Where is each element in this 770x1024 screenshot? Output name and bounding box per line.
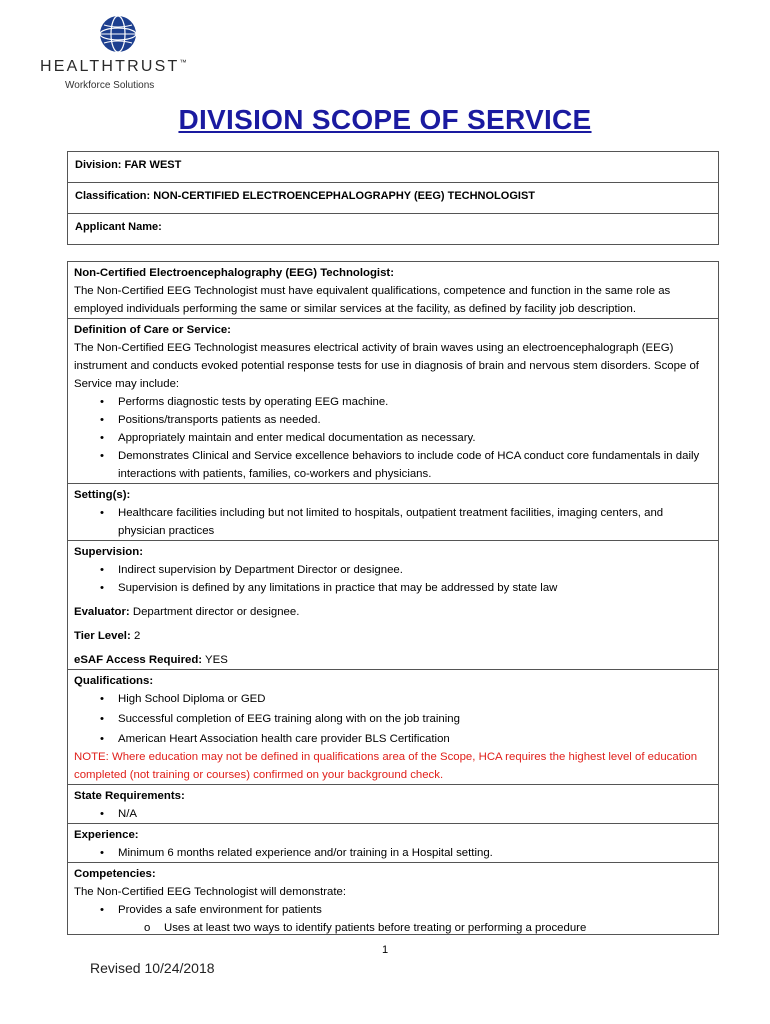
list-item: • Healthcare facilities including but not limited to hospitals, outpatient treatment facilities, imaging centers, and physician practices xyxy=(74,504,712,540)
competencies-text: The Non-Certified EEG Technologist will demonstrate: xyxy=(74,886,347,898)
competencies-section xyxy=(68,863,718,935)
role-text: The Non-Certified EEG Technologist must have equivalent qualifications, competence and function in the same role as employed individuals performing the same or similar services at the facility, as defined by facility job description. xyxy=(74,285,671,315)
settings-section xyxy=(68,484,718,541)
role-heading: Non-Certified Electroencephalography (EEG) Technologist: xyxy=(74,267,395,279)
list-item: • Indirect supervision by Department Director or designee. xyxy=(74,561,712,579)
evaluator-value: Department director or designee. xyxy=(129,606,300,618)
list-item: • Performs diagnostic tests by operating EEG machine. xyxy=(74,393,712,411)
qualifications-heading: Qualifications: xyxy=(74,675,154,687)
brand-subtitle: Workforce Solutions xyxy=(65,80,155,91)
supervision-section xyxy=(68,541,718,670)
evaluator-row xyxy=(74,603,712,621)
header-table xyxy=(67,151,719,245)
sub-list-item: o Uses at least two ways to identify patients before treating or performing a procedure xyxy=(74,919,712,935)
supervision-list xyxy=(74,561,712,597)
list-item: • Supervision is defined by any limitations in practice that may be addressed by state law xyxy=(74,579,712,597)
tier-row xyxy=(74,627,712,645)
evaluator-label: Evaluator: xyxy=(74,606,130,618)
esaf-label: eSAF Access Required: xyxy=(74,654,203,666)
brand-name: HEALTHTRUST™ xyxy=(40,58,189,75)
settings-heading: Setting(s): xyxy=(74,489,131,501)
competencies-heading: Competencies: xyxy=(74,868,156,880)
list-item: • Minimum 6 months related experience and/or training in a Hospital setting. xyxy=(74,844,712,862)
page-number: 1 xyxy=(381,944,389,956)
list-item: • High School Diploma or GED xyxy=(74,690,712,708)
state-requirements-heading: State Requirements: xyxy=(74,790,185,802)
applicant-name-row: Applicant Name: xyxy=(75,221,162,233)
competencies-list xyxy=(74,901,712,935)
list-item: • Positions/transports patients as needed. xyxy=(74,411,712,429)
tier-value: 2 xyxy=(130,630,141,642)
list-item: • Appropriately maintain and enter medical documentation as necessary. xyxy=(74,429,712,447)
esaf-row xyxy=(74,651,712,669)
definition-section xyxy=(68,319,718,484)
education-note: NOTE: Where education may not be defined in qualifications area of the Scope, HCA requires the highest level of education completed (not training or courses) confirmed on your background check. xyxy=(74,751,698,781)
experience-section xyxy=(68,824,718,863)
list-item: • American Heart Association health care provider BLS Certification xyxy=(74,730,712,748)
globe-icon xyxy=(98,14,138,54)
qualifications-section xyxy=(68,670,718,785)
list-item: • Successful completion of EEG training along with on the job training xyxy=(74,710,712,728)
settings-list xyxy=(74,504,712,540)
experience-list xyxy=(74,844,712,862)
list-item: • Demonstrates Clinical and Service excellence behaviors to include code of HCA conduct core fundamentals in daily interactions with patients, families, co-workers and physicians. xyxy=(74,447,712,483)
tier-label: Tier Level: xyxy=(74,630,131,642)
definition-list xyxy=(74,393,712,483)
page-title: DIVISION SCOPE OF SERVICE xyxy=(178,104,592,135)
definition-text: The Non-Certified EEG Technologist measures electrical activity of brain waves using an electroencephalograph (EEG) instrument and conducts evoked potential response tests for use in diagnosis of brain and nervous stem disorders. Scope of Service may include: xyxy=(74,342,699,390)
role-section xyxy=(68,262,718,319)
definition-heading: Definition of Care or Service: xyxy=(74,324,231,336)
list-item: • N/A xyxy=(74,805,712,823)
revised-date: Revised 10/24/2018 xyxy=(90,960,215,976)
division-row: Division: FAR WEST xyxy=(68,152,718,183)
experience-heading: Experience: xyxy=(74,829,139,841)
list-item: • Provides a safe environment for patients xyxy=(74,901,712,919)
scope-table xyxy=(67,261,719,935)
qualifications-list xyxy=(74,690,712,748)
supervision-heading: Supervision: xyxy=(74,546,143,558)
state-requirements-section xyxy=(68,785,718,824)
state-requirements-list xyxy=(74,805,712,823)
classification-row: Classification: NON-CERTIFIED ELECTROENCEPHALOGRAPHY (EEG) TECHNOLOGIST xyxy=(68,183,718,214)
esaf-value: YES xyxy=(202,654,228,666)
